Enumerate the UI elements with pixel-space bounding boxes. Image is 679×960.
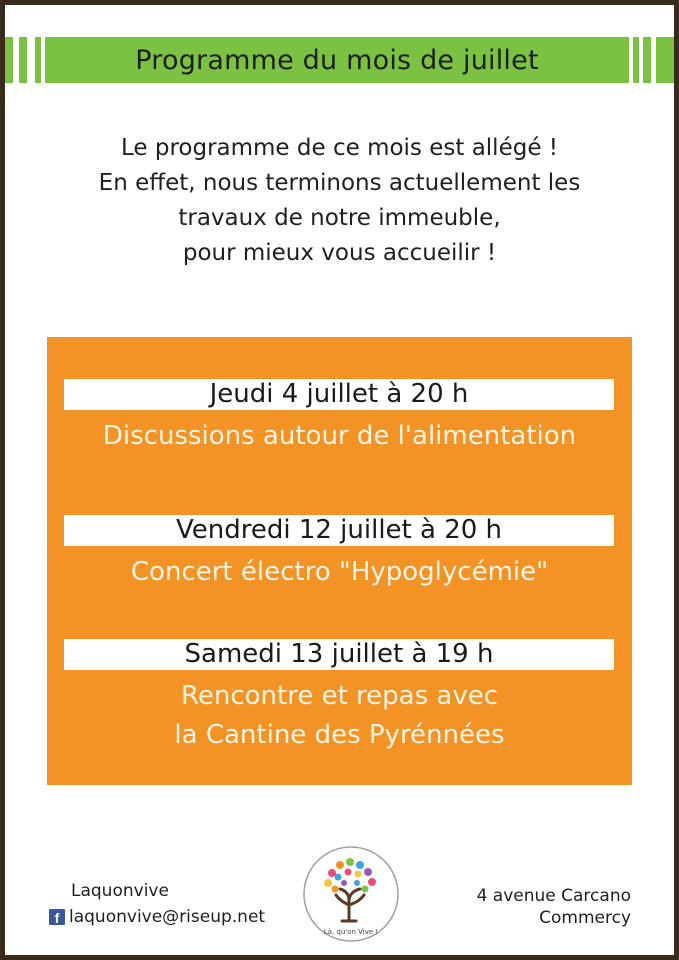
banner-main bbox=[45, 37, 629, 83]
email-row bbox=[49, 907, 265, 927]
title-banner bbox=[5, 37, 674, 83]
address-line: 4 avenue Carcano bbox=[476, 886, 631, 906]
event-description: la Cantine des Pyrénnées bbox=[174, 720, 505, 750]
banner-stripe bbox=[656, 37, 674, 83]
event-description: Rencontre et repas avec bbox=[180, 681, 499, 711]
intro-line: travaux de notre immeuble, bbox=[178, 205, 501, 231]
intro-text bbox=[5, 131, 674, 271]
logo-text: Là, qu'on Vive ! bbox=[323, 928, 379, 936]
address bbox=[477, 885, 631, 929]
banner-stripe bbox=[5, 37, 13, 83]
organization-name: Laquonvive bbox=[71, 881, 169, 901]
event-description: Concert électro "Hypoglycémie" bbox=[130, 557, 549, 587]
intro-line: Le programme de ce mois est allégé ! bbox=[120, 135, 558, 161]
event-date: Jeudi 4 juillet à 20 h bbox=[64, 379, 614, 410]
banner-stripe bbox=[19, 37, 27, 83]
events-panel bbox=[47, 337, 632, 785]
event-description: Discussions autour de l'alimentation bbox=[102, 421, 577, 451]
address-city: Commercy bbox=[539, 908, 631, 928]
facebook-icon: f bbox=[49, 909, 65, 925]
poster bbox=[5, 5, 674, 955]
tree-logo bbox=[302, 845, 400, 943]
intro-line: En effet, nous terminons actuellement les bbox=[98, 170, 581, 196]
page-title: Programme du mois de juillet bbox=[135, 44, 539, 76]
email-link[interactable]: laquonvive@riseup.net bbox=[69, 907, 266, 927]
banner-stripe bbox=[35, 37, 41, 83]
banner-stripe bbox=[633, 37, 639, 83]
event-date: Vendredi 12 juillet à 20 h bbox=[64, 515, 614, 546]
intro-line: pour mieux vous accueilir ! bbox=[182, 240, 497, 266]
event-date: Samedi 13 juillet à 19 h bbox=[64, 639, 614, 670]
banner-stripe bbox=[643, 37, 651, 83]
